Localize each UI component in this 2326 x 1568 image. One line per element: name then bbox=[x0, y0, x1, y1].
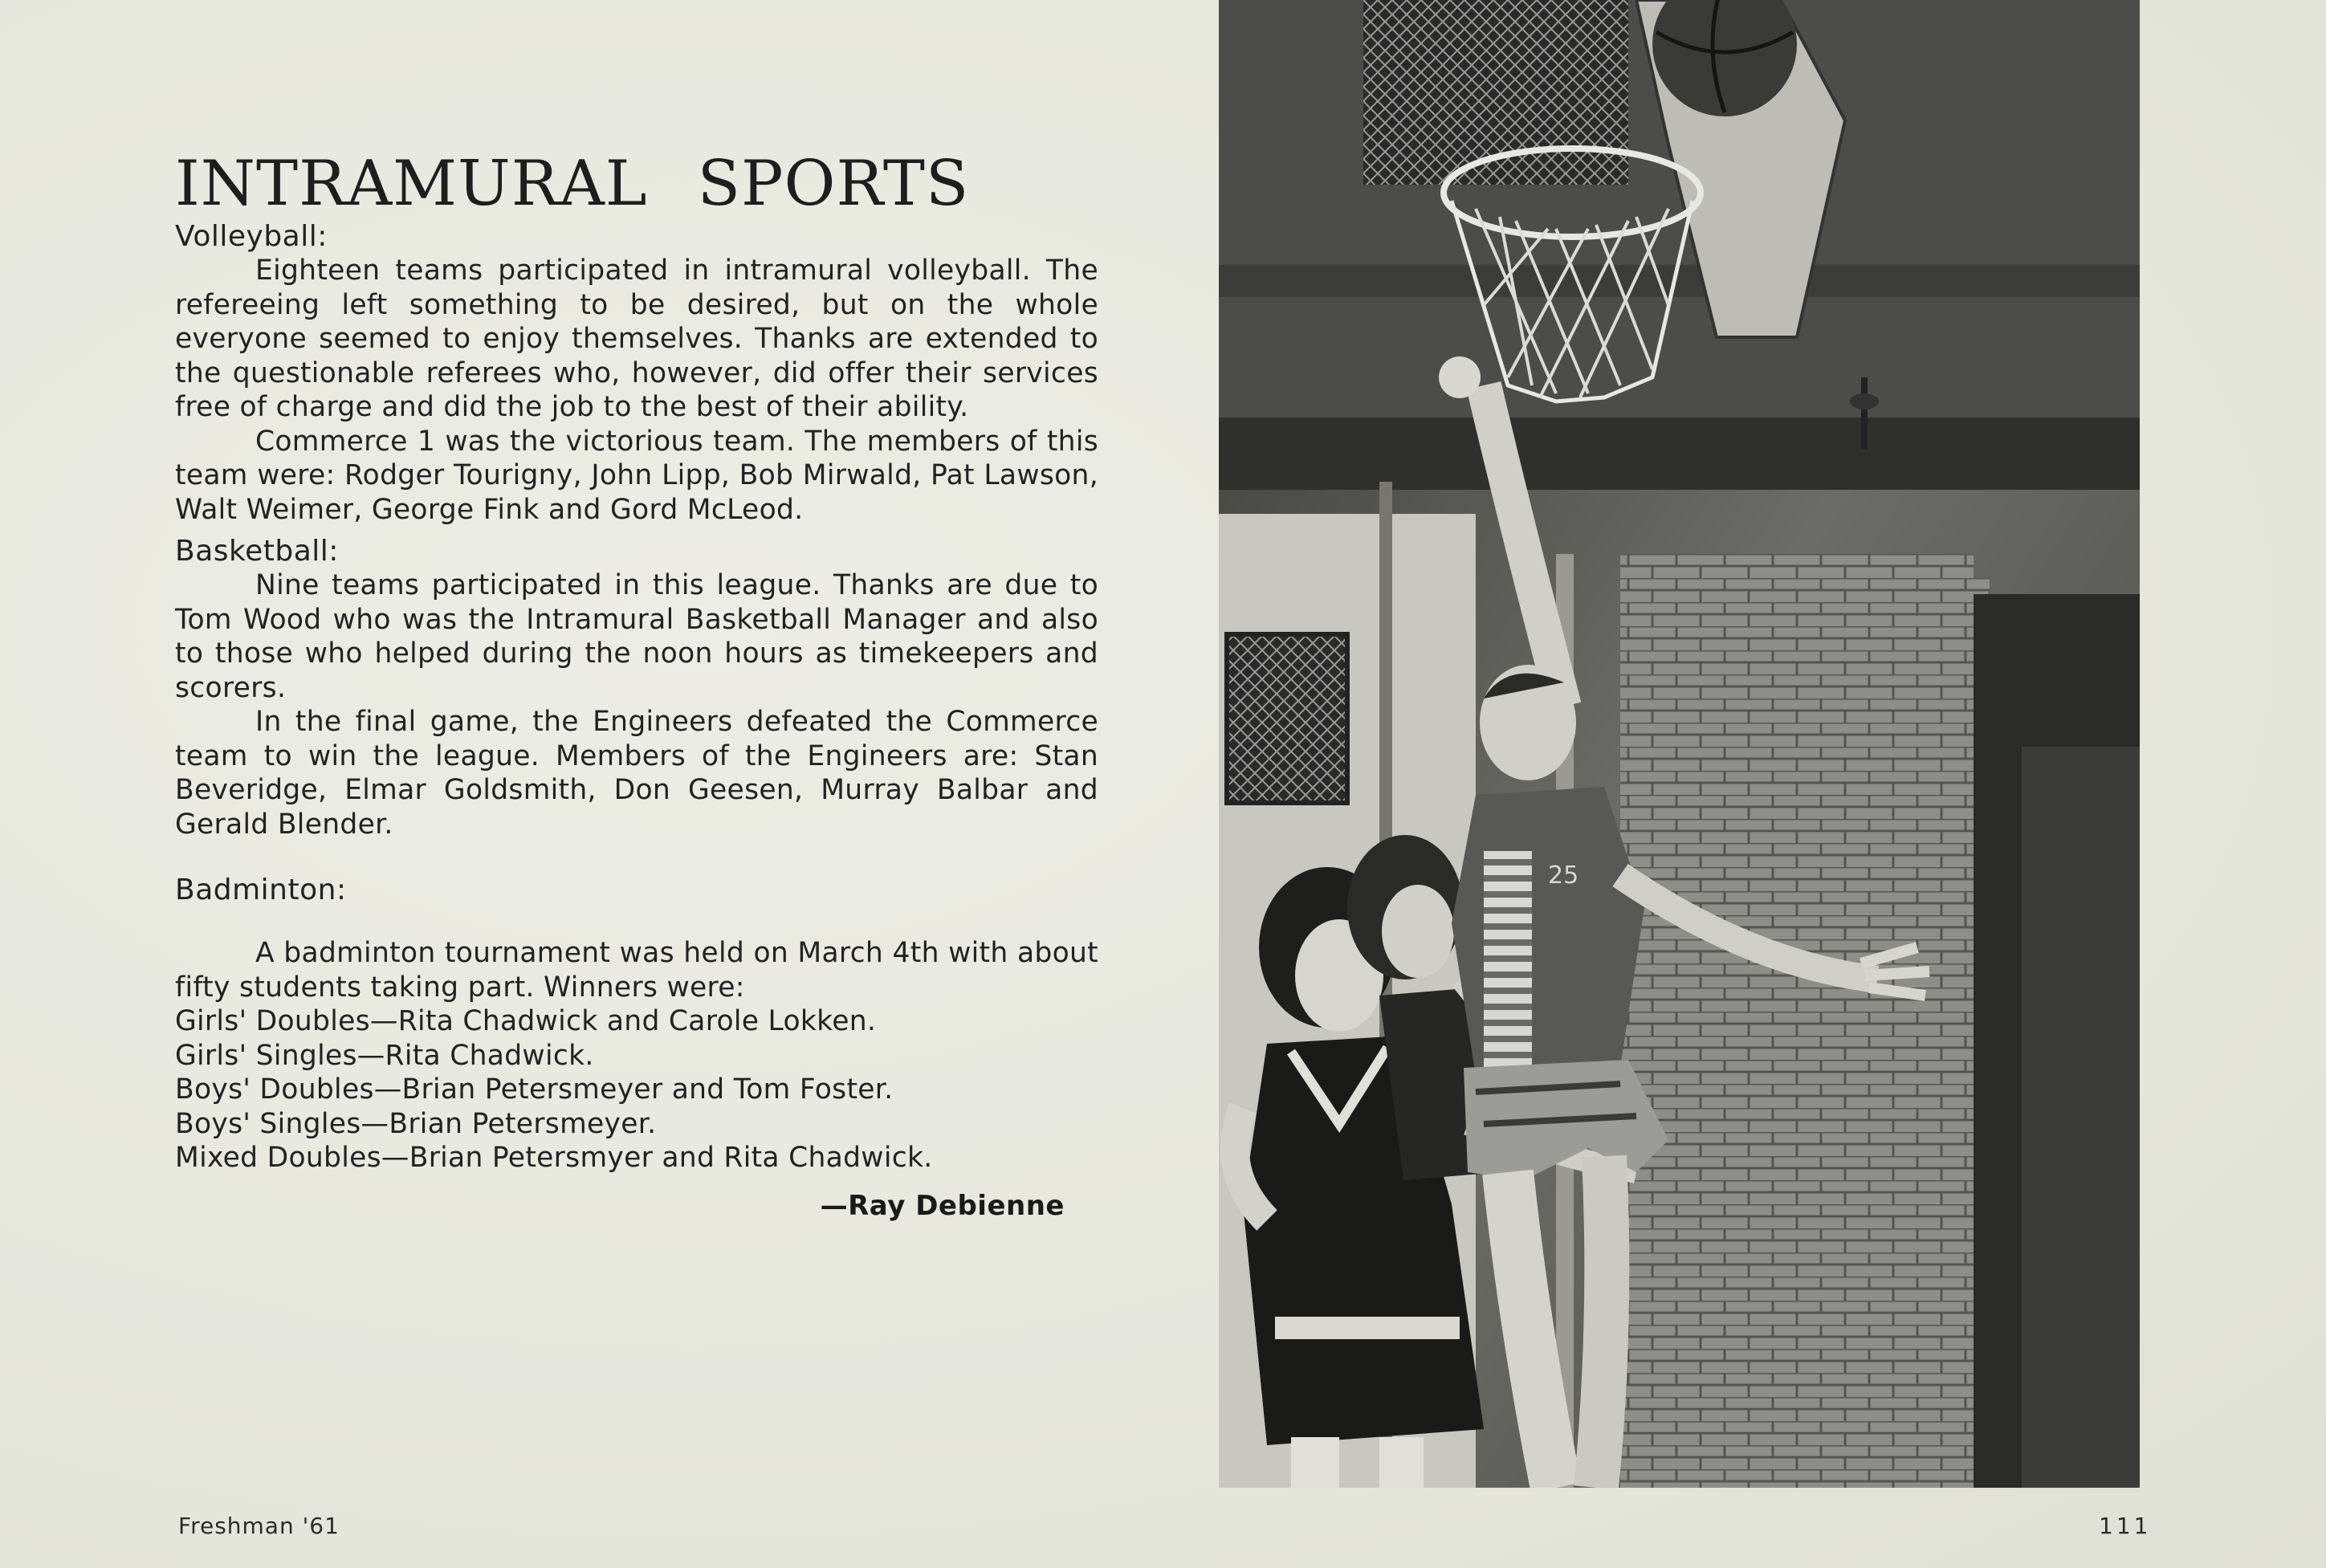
volleyball-paragraph-2: Commerce 1 was the victorious team. The members of this team were: Rodger Tourigny, John Lipp, Bob Mirwald, Pat Lawson, Walt Weimer, George Fink and Gord McLeod. bbox=[175, 425, 1098, 526]
winner-line: Mixed Doubles—Brian Petersmyer and Rita Chadwick. bbox=[175, 1142, 933, 1174]
title-word-intramural: INTRAMURAL bbox=[175, 148, 648, 220]
author-signature: —Ray Debienne bbox=[820, 1189, 1065, 1222]
volleyball-section bbox=[175, 220, 1098, 527]
basketball-paragraph-2: In the final game, the Engineers defeated the Commerce team to win the league. Members of the Engineers are: Stan Beveridge, Elmar Goldsmith, Don Geesen, Murray Balbar and Gerald Blender. bbox=[175, 706, 1098, 841]
basketball-photo bbox=[1219, 0, 2140, 1488]
title-word-sports: SPORTS bbox=[697, 148, 970, 220]
page-title bbox=[175, 148, 1098, 220]
winner-line: Boys' Doubles—Brian Petersmeyer and Tom Foster. bbox=[175, 1073, 894, 1106]
badminton-paragraph: A badminton tournament was held on March 4th with about fifty students taking part. Winners were: bbox=[175, 937, 1098, 1004]
badminton-section bbox=[175, 874, 1098, 1222]
winner-line: Girls' Doubles—Rita Chadwick and Carole Lokken. bbox=[175, 1005, 877, 1037]
jersey-number: 25 bbox=[1548, 861, 1579, 890]
winner-line: Boys' Singles—Brian Petersmeyer. bbox=[175, 1107, 657, 1140]
badminton-heading: Badminton: bbox=[175, 874, 347, 906]
basketball-section bbox=[175, 535, 1098, 841]
volleyball-paragraph-1: Eighteen teams participated in intramural volleyball. The refereeing left something to be desired, but on the whole everyone seemed to enjoy themselves. Thanks are extended to the questionable referees who, however, did offer their services free of charge and did the job to the best of their ability. bbox=[175, 255, 1098, 423]
winner-line: Girls' Singles—Rita Chadwick. bbox=[175, 1039, 594, 1072]
page-number: 111 bbox=[2099, 1513, 2152, 1539]
publication-footer: Freshman '61 bbox=[178, 1513, 340, 1539]
volleyball-heading: Volleyball: bbox=[175, 220, 328, 253]
basketball-paragraph-1: Nine teams participated in this league. Thanks are due to Tom Wood who was the Intramural Basketball Manager and also to those who helped during the noon hours as timekeepers and scorers. bbox=[175, 569, 1098, 704]
basketball-photo-illustration bbox=[1219, 0, 2140, 1488]
basketball-heading: Basketball: bbox=[175, 535, 339, 568]
article-column bbox=[175, 148, 1098, 1222]
